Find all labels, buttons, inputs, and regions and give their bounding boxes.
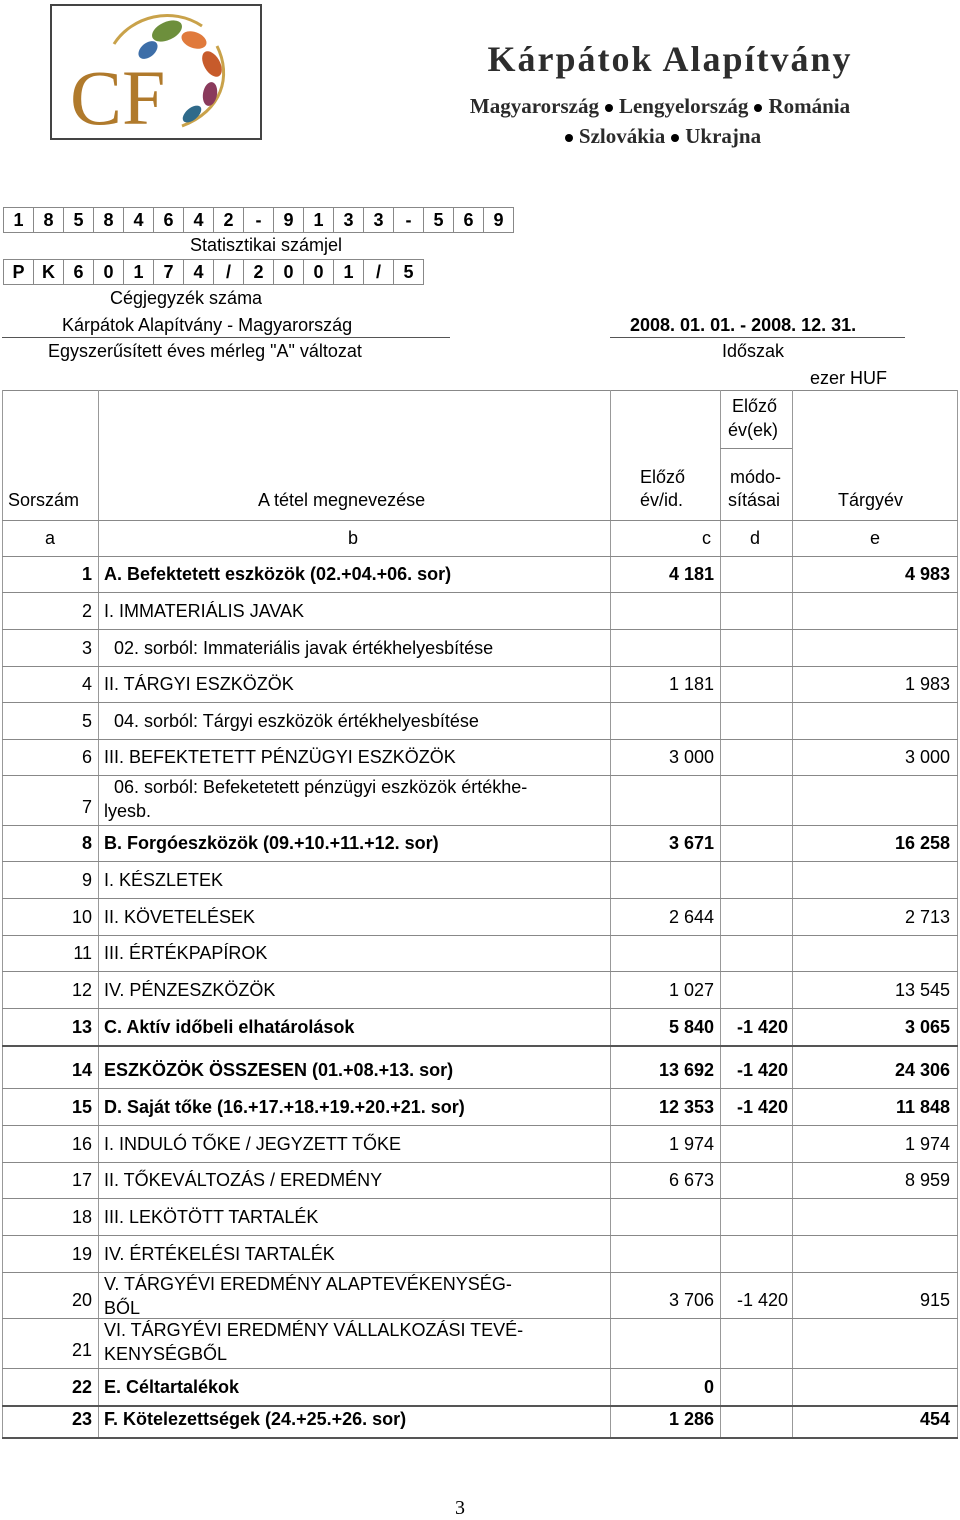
row-prev-value: 4 181 — [668, 564, 714, 584]
period-value: 2008. 01. 01. - 2008. 12. 31. — [630, 315, 857, 335]
row-current-value: 13 545 — [894, 980, 950, 1000]
row-name: F. Kötelezettségek (24.+25.+26. sor) — [104, 1409, 407, 1429]
row-modification: -1 420 — [736, 1097, 788, 1117]
row-number: 6 — [81, 747, 92, 767]
code-digit-box: 5 — [423, 207, 454, 233]
code-digit-box: 9 — [273, 207, 304, 233]
row-current-value: 3 000 — [904, 747, 950, 767]
row-prev-value: 0 — [703, 1377, 714, 1397]
col-letter-c: c — [702, 528, 711, 548]
row-number: 3 — [81, 638, 92, 658]
header-mod-2: sításai — [728, 490, 781, 510]
row-name: D. Saját tőke (16.+17.+18.+19.+20.+21. sor) — [104, 1097, 465, 1117]
row-name-cont: BŐL — [104, 1298, 141, 1318]
code-digit-box: 1 — [333, 259, 364, 285]
row-current-value: 4 983 — [904, 564, 950, 584]
row-prev-value: 3 671 — [668, 833, 714, 853]
row-name-cont: KENYSÉGBŐL — [104, 1344, 228, 1364]
code-digit-box: P — [3, 259, 34, 285]
code-digit-box: 3 — [363, 207, 394, 233]
country: Szlovákia — [578, 124, 666, 148]
row-number: 10 — [71, 907, 92, 927]
row-modification: -1 420 — [736, 1290, 788, 1310]
row-number: 12 — [71, 980, 92, 1000]
page-number: 3 — [455, 1497, 465, 1519]
code-digit-box: 2 — [213, 207, 244, 233]
row-name: 02. sorból: Immateriális javak értékhelyesbítése — [104, 638, 494, 658]
code-digit-box: 0 — [93, 259, 124, 285]
period-label: Időszak — [722, 341, 785, 361]
row-name: A. Befektetett eszközök (02.+04.+06. sor) — [104, 564, 452, 584]
code-digit-box: 8 — [93, 207, 124, 233]
row-name: 06. sorból: Befeketetett pénzügyi eszközök értékhe- — [104, 777, 528, 797]
header-prev-1: Előző — [640, 467, 686, 487]
code-digit-box: 9 — [483, 207, 514, 233]
row-current-value: 915 — [919, 1290, 950, 1310]
entity-name: Kárpátok Alapítvány - Magyarország — [62, 315, 353, 335]
row-number: 23 — [71, 1409, 92, 1429]
row-modification: -1 420 — [736, 1017, 788, 1037]
code-digit-box: - — [243, 207, 274, 233]
row-number: 13 — [71, 1017, 92, 1037]
row-prev-value: 12 353 — [658, 1097, 714, 1117]
header-name: A tétel megnevezése — [258, 490, 426, 510]
row-current-value: 24 306 — [894, 1060, 950, 1080]
code-digit-box: K — [33, 259, 64, 285]
code-digit-box: 4 — [183, 207, 214, 233]
row-name: II. TÁRGYI ESZKÖZÖK — [104, 674, 294, 694]
row-prev-value: 6 673 — [668, 1170, 714, 1190]
row-number: 5 — [81, 711, 92, 731]
code-digit-box: 1 — [303, 207, 334, 233]
row-prev-value: 1 286 — [668, 1409, 714, 1429]
code-digit-box: 8 — [33, 207, 64, 233]
code-digit-box: 0 — [303, 259, 334, 285]
row-number: 19 — [71, 1244, 92, 1264]
code-digit-box: 6 — [453, 207, 484, 233]
row-name: E. Céltartalékok — [104, 1377, 240, 1397]
row-prev-value: 1 027 — [668, 980, 714, 1000]
row-name: V. TÁRGYÉVI EREDMÉNY ALAPTEVÉKENYSÉG- — [104, 1274, 512, 1294]
row-prev-value: 13 692 — [658, 1060, 714, 1080]
row-name: B. Forgóeszközök (09.+10.+11.+12. sor) — [104, 833, 439, 853]
registry-code-label: Cégjegyzék száma — [110, 288, 263, 308]
row-name: IV. PÉNZESZKÖZÖK — [104, 980, 276, 1000]
row-number: 1 — [81, 564, 92, 584]
code-digit-box: 2 — [243, 259, 274, 285]
code-digit-box: 7 — [153, 259, 184, 285]
code-digit-box: - — [393, 207, 424, 233]
row-name: C. Aktív időbeli elhatárolások — [104, 1017, 355, 1037]
row-name: III. ÉRTÉKPAPÍROK — [104, 943, 268, 963]
header-prevyr-1: Előző — [732, 396, 778, 416]
header-prev-2: év/id. — [640, 490, 684, 510]
row-current-value: 454 — [919, 1409, 950, 1429]
header-mod-1: módo- — [730, 467, 782, 487]
row-number: 4 — [81, 674, 92, 694]
code-digit-box: 1 — [3, 207, 34, 233]
row-name: 04. sorból: Tárgyi eszközök értékhelyesbítése — [104, 711, 479, 731]
row-current-value: 1 983 — [904, 674, 950, 694]
row-modification: -1 420 — [736, 1060, 788, 1080]
country: Ukrajna — [685, 124, 762, 148]
row-prev-value: 3 706 — [668, 1290, 714, 1310]
code-digit-box: 0 — [273, 259, 304, 285]
header-current: Tárgyév — [838, 490, 904, 510]
code-digit-box: 1 — [123, 259, 154, 285]
code-digit-box: 6 — [153, 207, 184, 233]
row-number: 21 — [71, 1340, 92, 1360]
code-digit-box: 4 — [183, 259, 214, 285]
stat-code-label: Statisztikai számjel — [190, 235, 343, 255]
row-number: 22 — [71, 1377, 92, 1397]
country: Magyarország — [469, 94, 599, 118]
row-name-cont: lyesb. — [104, 801, 152, 821]
row-number: 7 — [81, 797, 92, 817]
row-current-value: 8 959 — [904, 1170, 950, 1190]
col-letter-e: e — [870, 528, 881, 548]
row-number: 18 — [71, 1207, 92, 1227]
header-prevyr-2: év(ek) — [728, 420, 779, 440]
row-name: III. BEFEKTETETT PÉNZÜGYI ESZKÖZÖK — [104, 747, 456, 767]
row-name: ESZKÖZÖK ÖSSZESEN (01.+08.+13. sor) — [104, 1060, 454, 1080]
header-num: Sorszám — [8, 490, 80, 510]
row-number: 8 — [81, 833, 92, 853]
row-name: II. KÖVETELÉSEK — [104, 907, 256, 927]
row-number: 15 — [71, 1097, 92, 1117]
col-letter-b: b — [348, 528, 359, 548]
logo-letters: CF — [70, 54, 166, 138]
row-name: II. TŐKEVÁLTOZÁS / EREDMÉNY — [104, 1170, 383, 1190]
row-number: 20 — [71, 1290, 92, 1310]
code-digit-box: 6 — [63, 259, 94, 285]
row-number: 16 — [71, 1134, 92, 1154]
row-number: 9 — [81, 870, 92, 890]
row-prev-value: 1 974 — [668, 1134, 714, 1154]
row-prev-value: 3 000 — [668, 747, 714, 767]
row-current-value: 11 848 — [895, 1097, 950, 1117]
row-number: 2 — [81, 601, 92, 621]
code-digit-box: / — [363, 259, 394, 285]
row-current-value: 16 258 — [894, 833, 950, 853]
row-prev-value: 2 644 — [668, 907, 714, 927]
code-digit-box: 4 — [123, 207, 154, 233]
row-current-value: 1 974 — [904, 1134, 950, 1154]
code-digit-box: 5 — [63, 207, 94, 233]
col-letter-a: a — [45, 528, 56, 548]
code-digit-box: / — [213, 259, 244, 285]
form-label: Egyszerűsített éves mérleg "A" változat — [48, 341, 362, 361]
row-current-value: 2 713 — [904, 907, 950, 927]
row-number: 17 — [71, 1170, 92, 1190]
row-prev-value: 1 181 — [668, 674, 714, 694]
row-name: IV. ÉRTÉKELÉSI TARTALÉK — [104, 1244, 335, 1264]
row-name: III. LEKÖTÖTT TARTALÉK — [104, 1207, 319, 1227]
row-name: VI. TÁRGYÉVI EREDMÉNY VÁLLALKOZÁSI TEVÉ- — [104, 1320, 524, 1340]
code-digit-box: 3 — [333, 207, 364, 233]
col-letter-d: d — [750, 528, 761, 548]
row-prev-value: 5 840 — [668, 1017, 714, 1037]
code-digit-box: 5 — [393, 259, 424, 285]
row-name: I. KÉSZLETEK — [104, 870, 224, 890]
row-name: I. INDULÓ TŐKE / JEGYZETT TŐKE — [104, 1134, 402, 1154]
row-number: 14 — [71, 1060, 92, 1080]
unit-label: ezer HUF — [810, 368, 888, 388]
country: Románia — [768, 94, 851, 118]
organization-title: Kárpátok Alapítvány — [487, 39, 853, 79]
row-current-value: 3 065 — [904, 1017, 950, 1037]
row-name: I. IMMATERIÁLIS JAVAK — [104, 601, 305, 621]
row-number: 11 — [73, 943, 92, 963]
country: Lengyelország — [618, 94, 749, 118]
